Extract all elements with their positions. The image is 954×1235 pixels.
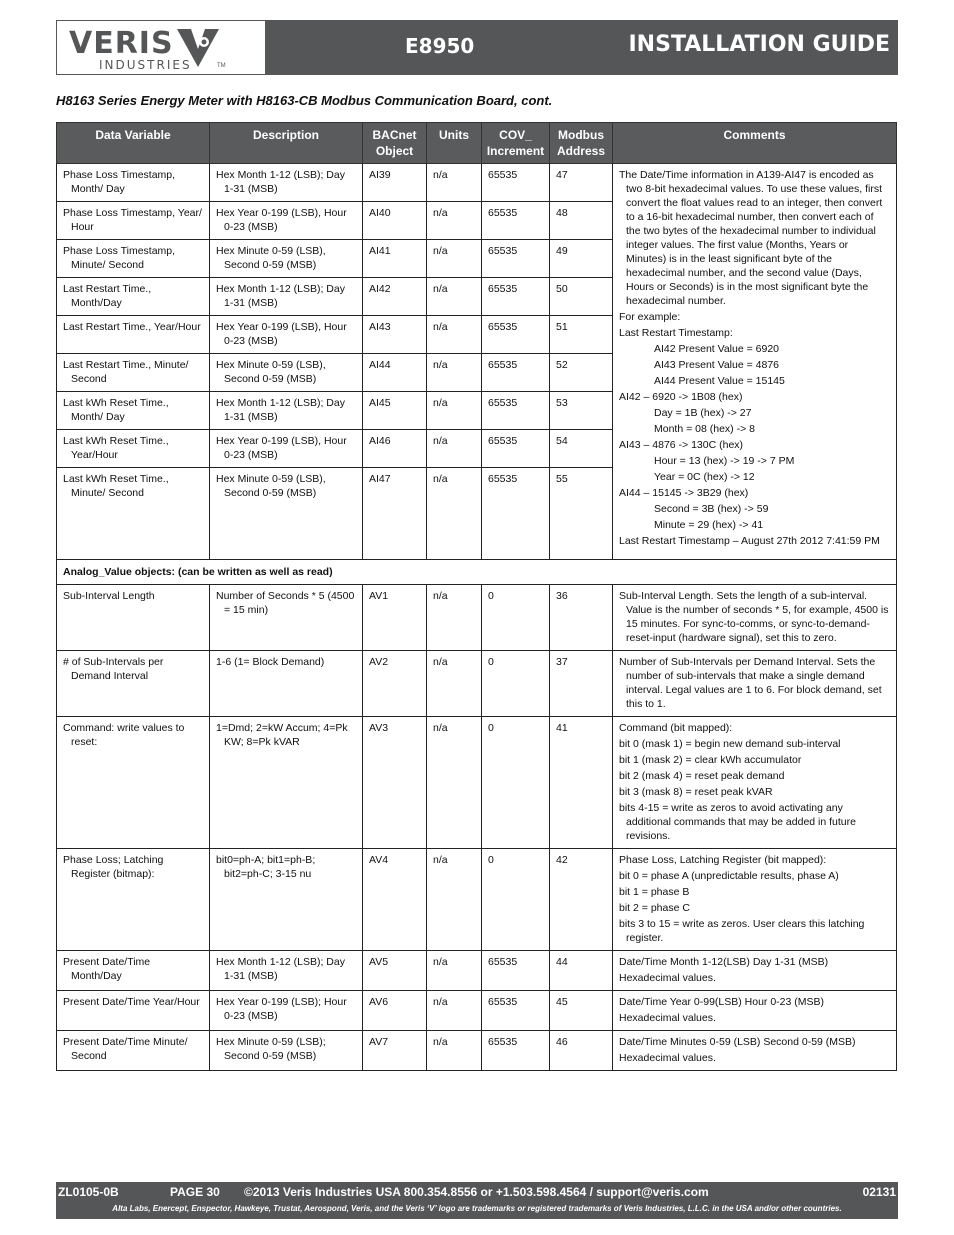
section-label: Analog_Value objects: (can be written as well as read) — [57, 560, 897, 585]
table-row — [57, 717, 897, 849]
bacnet-object-cell: AV1 — [363, 585, 427, 651]
modbus-address-cell: 52 — [550, 354, 613, 392]
comment-cell — [613, 717, 897, 849]
units-cell: n/a — [427, 278, 482, 316]
bacnet-object-cell: AI42 — [363, 278, 427, 316]
units-cell: n/a — [427, 951, 482, 991]
units-cell: n/a — [427, 202, 482, 240]
description-cell: Hex Minute 0-59 (LSB), Second 0-59 (MSB) — [210, 468, 363, 560]
comment-line: Sub-Interval Length. Sets the length of a sub-interval. Value is the number of seconds * 5, for example, 4500 is 15 minutes. For sync-to-comms, or sync-to-demand-reset-input (hardware signal), set this to zero. — [619, 590, 889, 644]
column-header: Comments — [613, 123, 897, 164]
description-cell: Hex Month 1-12 (LSB); Day 1-31 (MSB) — [210, 164, 363, 202]
comment-line: AI44 Present Value = 15145 — [654, 375, 785, 387]
comment-line: bit 3 (mask 8) = reset peak kVAR — [619, 786, 773, 798]
data-variable-cell: Last kWh Reset Time., Month/ Day — [57, 392, 210, 430]
comment-line: Last Restart Timestamp – August 27th 2012 7:41:59 PM — [619, 535, 880, 547]
bacnet-object-cell: AI41 — [363, 240, 427, 278]
bacnet-object-cell: AI46 — [363, 430, 427, 468]
data-variable-cell: Last Restart Time., Minute/ Second — [57, 354, 210, 392]
description-cell: Hex Month 1-12 (LSB); Day 1-31 (MSB) — [210, 392, 363, 430]
document-number: ZL0105-0B — [58, 1185, 119, 1199]
page-footer — [56, 1182, 898, 1219]
data-variable-cell: Command: write values to reset: — [57, 717, 210, 849]
logo-wordmark: VERIS — [69, 26, 174, 61]
comment-line: Hexadecimal values. — [619, 1012, 716, 1024]
comment-line: Month = 08 (hex) -> 8 — [654, 423, 755, 435]
bacnet-object-cell: AI40 — [363, 202, 427, 240]
comment-line: Hour = 13 (hex) -> 19 -> 7 PM — [654, 455, 795, 467]
modbus-address-cell: 51 — [550, 316, 613, 354]
modbus-address-cell: 42 — [550, 849, 613, 951]
table-row — [57, 651, 897, 717]
cov-increment-cell: 65535 — [482, 951, 550, 991]
comment-line: AI43 – 4876 -> 130C (hex) — [619, 439, 744, 451]
copyright-contact: ©2013 Veris Industries USA 800.354.8556 or +1.503.598.4564 / support@veris.com — [244, 1185, 709, 1199]
description-cell: Hex Month 1-12 (LSB); Day 1-31 (MSB) — [210, 278, 363, 316]
comment-line: Number of Sub-Intervals per Demand Interval. Sets the number of sub-intervals that make a single demand interval. Legal values are 1 to 6. For block demand, set this to 1. — [619, 656, 882, 710]
data-variable-cell: Phase Loss Timestamp, Year/ Hour — [57, 202, 210, 240]
modbus-address-cell: 49 — [550, 240, 613, 278]
description-cell: Hex Minute 0-59 (LSB); Second 0-59 (MSB) — [210, 1031, 363, 1071]
document-id: E8950 — [405, 34, 475, 58]
comment-line: For example: — [619, 311, 681, 323]
column-header: Modbus Address — [550, 123, 613, 164]
cov-increment-cell: 65535 — [482, 240, 550, 278]
comment-cell — [613, 849, 897, 951]
data-variable-cell: Last kWh Reset Time., Minute/ Second — [57, 468, 210, 560]
cov-increment-cell: 65535 — [482, 354, 550, 392]
units-cell: n/a — [427, 651, 482, 717]
data-variable-cell: Present Date/Time Minute/ Second — [57, 1031, 210, 1071]
column-header: Description — [210, 123, 363, 164]
modbus-address-cell: 36 — [550, 585, 613, 651]
cov-increment-cell: 0 — [482, 849, 550, 951]
comment-cell — [613, 991, 897, 1031]
bacnet-object-cell: AI45 — [363, 392, 427, 430]
comment-cell — [613, 1031, 897, 1071]
modbus-address-cell: 46 — [550, 1031, 613, 1071]
comment-line: bits 3 to 15 = write as zeros. User clears this latching register. — [619, 918, 865, 944]
veris-logo — [56, 20, 266, 75]
table-row — [57, 849, 897, 951]
units-cell: n/a — [427, 849, 482, 951]
description-cell: bit0=ph-A; bit1=ph-B; bit2=ph-C; 3-15 nu — [210, 849, 363, 951]
description-cell: Hex Year 0-199 (LSB), Hour 0-23 (MSB) — [210, 316, 363, 354]
cov-increment-cell: 0 — [482, 651, 550, 717]
modbus-address-cell: 44 — [550, 951, 613, 991]
table-row — [57, 951, 897, 991]
bacnet-object-cell: AI44 — [363, 354, 427, 392]
revision-code: 02131 — [862, 1185, 896, 1199]
data-variable-cell: Last Restart Time., Month/Day — [57, 278, 210, 316]
comment-line: Second = 3B (hex) -> 59 — [654, 503, 769, 515]
logo-trademark: TM — [217, 63, 226, 69]
modbus-address-cell: 55 — [550, 468, 613, 560]
bacnet-object-cell: AV7 — [363, 1031, 427, 1071]
modbus-address-cell: 50 — [550, 278, 613, 316]
units-cell: n/a — [427, 1031, 482, 1071]
logo-subtitle: INDUSTRIES — [99, 58, 192, 72]
units-cell: n/a — [427, 164, 482, 202]
comment-line: Hexadecimal values. — [619, 972, 716, 984]
units-cell: n/a — [427, 392, 482, 430]
comment-line: bit 0 = phase A (unpredictable results, phase A) — [619, 870, 839, 882]
modbus-address-cell: 54 — [550, 430, 613, 468]
description-cell: Number of Seconds * 5 (4500 = 15 min) — [210, 585, 363, 651]
comment-line: AI43 Present Value = 4876 — [654, 359, 780, 371]
data-variable-cell: Present Date/Time Month/Day — [57, 951, 210, 991]
cov-increment-cell: 0 — [482, 585, 550, 651]
comment-line: bit 1 (mask 2) = clear kWh accumulator — [619, 754, 802, 766]
comment-line: bit 1 = phase B — [619, 886, 690, 898]
comment-line: Date/Time Year 0-99(LSB) Hour 0-23 (MSB) — [619, 996, 825, 1008]
comment-cell — [613, 585, 897, 651]
comment-line: bit 2 (mask 4) = reset peak demand — [619, 770, 785, 782]
column-header: Data Variable — [57, 123, 210, 164]
units-cell: n/a — [427, 316, 482, 354]
comment-line: bit 2 = phase C — [619, 902, 690, 914]
table-row — [57, 1031, 897, 1071]
comment-cell — [613, 951, 897, 991]
section-header-row — [57, 560, 897, 585]
comment-line: bit 0 (mask 1) = begin new demand sub-interval — [619, 738, 841, 750]
description-cell: Hex Year 0-199 (LSB); Hour 0-23 (MSB) — [210, 991, 363, 1031]
comment-line: Last Restart Timestamp: — [619, 327, 733, 339]
comment-line: Minute = 29 (hex) -> 41 — [654, 519, 764, 531]
bacnet-object-cell: AV3 — [363, 717, 427, 849]
data-variable-cell: Phase Loss; Latching Register (bitmap): — [57, 849, 210, 951]
modbus-address-cell: 37 — [550, 651, 613, 717]
bacnet-object-cell: AI43 — [363, 316, 427, 354]
comment-line: Hexadecimal values. — [619, 1052, 716, 1064]
bacnet-object-cell: AV2 — [363, 651, 427, 717]
comment-line: Phase Loss, Latching Register (bit mapped): — [619, 854, 827, 866]
data-variable-cell: Last kWh Reset Time., Year/Hour — [57, 430, 210, 468]
modbus-address-cell: 48 — [550, 202, 613, 240]
data-variable-cell: Sub-Interval Length — [57, 585, 210, 651]
comment-line: AI42 – 6920 -> 1B08 (hex) — [619, 391, 743, 403]
bacnet-object-cell: AV6 — [363, 991, 427, 1031]
cov-increment-cell: 65535 — [482, 430, 550, 468]
bacnet-object-cell: AV4 — [363, 849, 427, 951]
description-cell: 1-6 (1= Block Demand) — [210, 651, 363, 717]
units-cell: n/a — [427, 430, 482, 468]
cov-increment-cell: 65535 — [482, 202, 550, 240]
cov-increment-cell: 65535 — [482, 991, 550, 1031]
encoding-explanation: The Date/Time information in A139-AI47 is encoded as two 8-bit hexadecimal values. To use these values, first convert the float values read to an integer, then convert to a 16-bit hexadecimal number, then convert each of the two bytes of the hexadecimal number to individual integer values. The first value (Months, Years or Minutes) is in the least significant byte of the hexadecimal number, and the second value (Days, Hours or Seconds) is in the most significant byte the hexadecimal number. — [619, 169, 883, 307]
description-cell: Hex Year 0-199 (LSB), Hour 0-23 (MSB) — [210, 430, 363, 468]
description-cell: Hex Month 1-12 (LSB); Day 1-31 (MSB) — [210, 951, 363, 991]
bacnet-object-cell: AI39 — [363, 164, 427, 202]
units-cell: n/a — [427, 717, 482, 849]
data-variable-cell: Present Date/Time Year/Hour — [57, 991, 210, 1031]
table-row — [57, 991, 897, 1031]
table-row — [57, 585, 897, 651]
data-variable-cell: # of Sub-Intervals per Demand Interval — [57, 651, 210, 717]
modbus-address-cell: 45 — [550, 991, 613, 1031]
units-cell: n/a — [427, 240, 482, 278]
table-row — [57, 164, 897, 202]
comment-line: Day = 1B (hex) -> 27 — [654, 407, 752, 419]
page-subtitle: H8163 Series Energy Meter with H8163-CB Modbus Communication Board, cont. — [56, 93, 553, 108]
units-cell: n/a — [427, 354, 482, 392]
modbus-address-cell: 41 — [550, 717, 613, 849]
comment-line: Year = 0C (hex) -> 12 — [654, 471, 755, 483]
description-cell: Hex Minute 0-59 (LSB), Second 0-59 (MSB) — [210, 240, 363, 278]
cov-increment-cell: 65535 — [482, 392, 550, 430]
description-cell: Hex Minute 0-59 (LSB), Second 0-59 (MSB) — [210, 354, 363, 392]
description-cell: 1=Dmd; 2=kW Accum; 4=Pk KW; 8=Pk kVAR — [210, 717, 363, 849]
comment-line: Date/Time Month 1-12(LSB) Day 1-31 (MSB) — [619, 956, 829, 968]
bacnet-objects-table — [56, 122, 897, 1071]
modbus-address-cell: 47 — [550, 164, 613, 202]
comment-line: Date/Time Minutes 0-59 (LSB) Second 0-59 (MSB) — [619, 1036, 856, 1048]
cov-increment-cell: 65535 — [482, 468, 550, 560]
document-type: INSTALLATION GUIDE — [628, 32, 890, 57]
comment-line: Command (bit mapped): — [619, 722, 733, 734]
data-variable-cell: Phase Loss Timestamp, Minute/ Second — [57, 240, 210, 278]
column-header: BACnet Object — [363, 123, 427, 164]
comment-cell — [613, 651, 897, 717]
comment-line: AI44 – 15145 -> 3B29 (hex) — [619, 487, 749, 499]
bacnet-object-cell: AI47 — [363, 468, 427, 560]
units-cell: n/a — [427, 991, 482, 1031]
table-header-row — [57, 123, 897, 164]
units-cell: n/a — [427, 585, 482, 651]
data-variable-cell: Phase Loss Timestamp, Month/ Day — [57, 164, 210, 202]
date-time-encoding-comment — [613, 164, 897, 560]
page-header — [56, 20, 898, 75]
units-cell: n/a — [427, 468, 482, 560]
column-header: COV_ Increment — [482, 123, 550, 164]
cov-increment-cell: 65535 — [482, 316, 550, 354]
cov-increment-cell: 65535 — [482, 1031, 550, 1071]
comment-line: bits 4-15 = write as zeros to avoid activating any additional commands that may be added in future revisions. — [619, 802, 856, 842]
comment-line: AI42 Present Value = 6920 — [654, 343, 780, 355]
cov-increment-cell: 0 — [482, 717, 550, 849]
page-number: PAGE 30 — [170, 1185, 220, 1199]
description-cell: Hex Year 0-199 (LSB), Hour 0-23 (MSB) — [210, 202, 363, 240]
bacnet-object-cell: AV5 — [363, 951, 427, 991]
trademark-notice: Alta Labs, Enercept, Enspector, Hawkeye, Trustat, Aerospond, Veris, and the Veris ‘V’ logo are trademarks or registered trademarks of Veris Industries, L.L.C. in the USA and/or other countries. — [112, 1204, 842, 1213]
column-header: Units — [427, 123, 482, 164]
cov-increment-cell: 65535 — [482, 278, 550, 316]
cov-increment-cell: 65535 — [482, 164, 550, 202]
modbus-address-cell: 53 — [550, 392, 613, 430]
data-variable-cell: Last Restart Time., Year/Hour — [57, 316, 210, 354]
